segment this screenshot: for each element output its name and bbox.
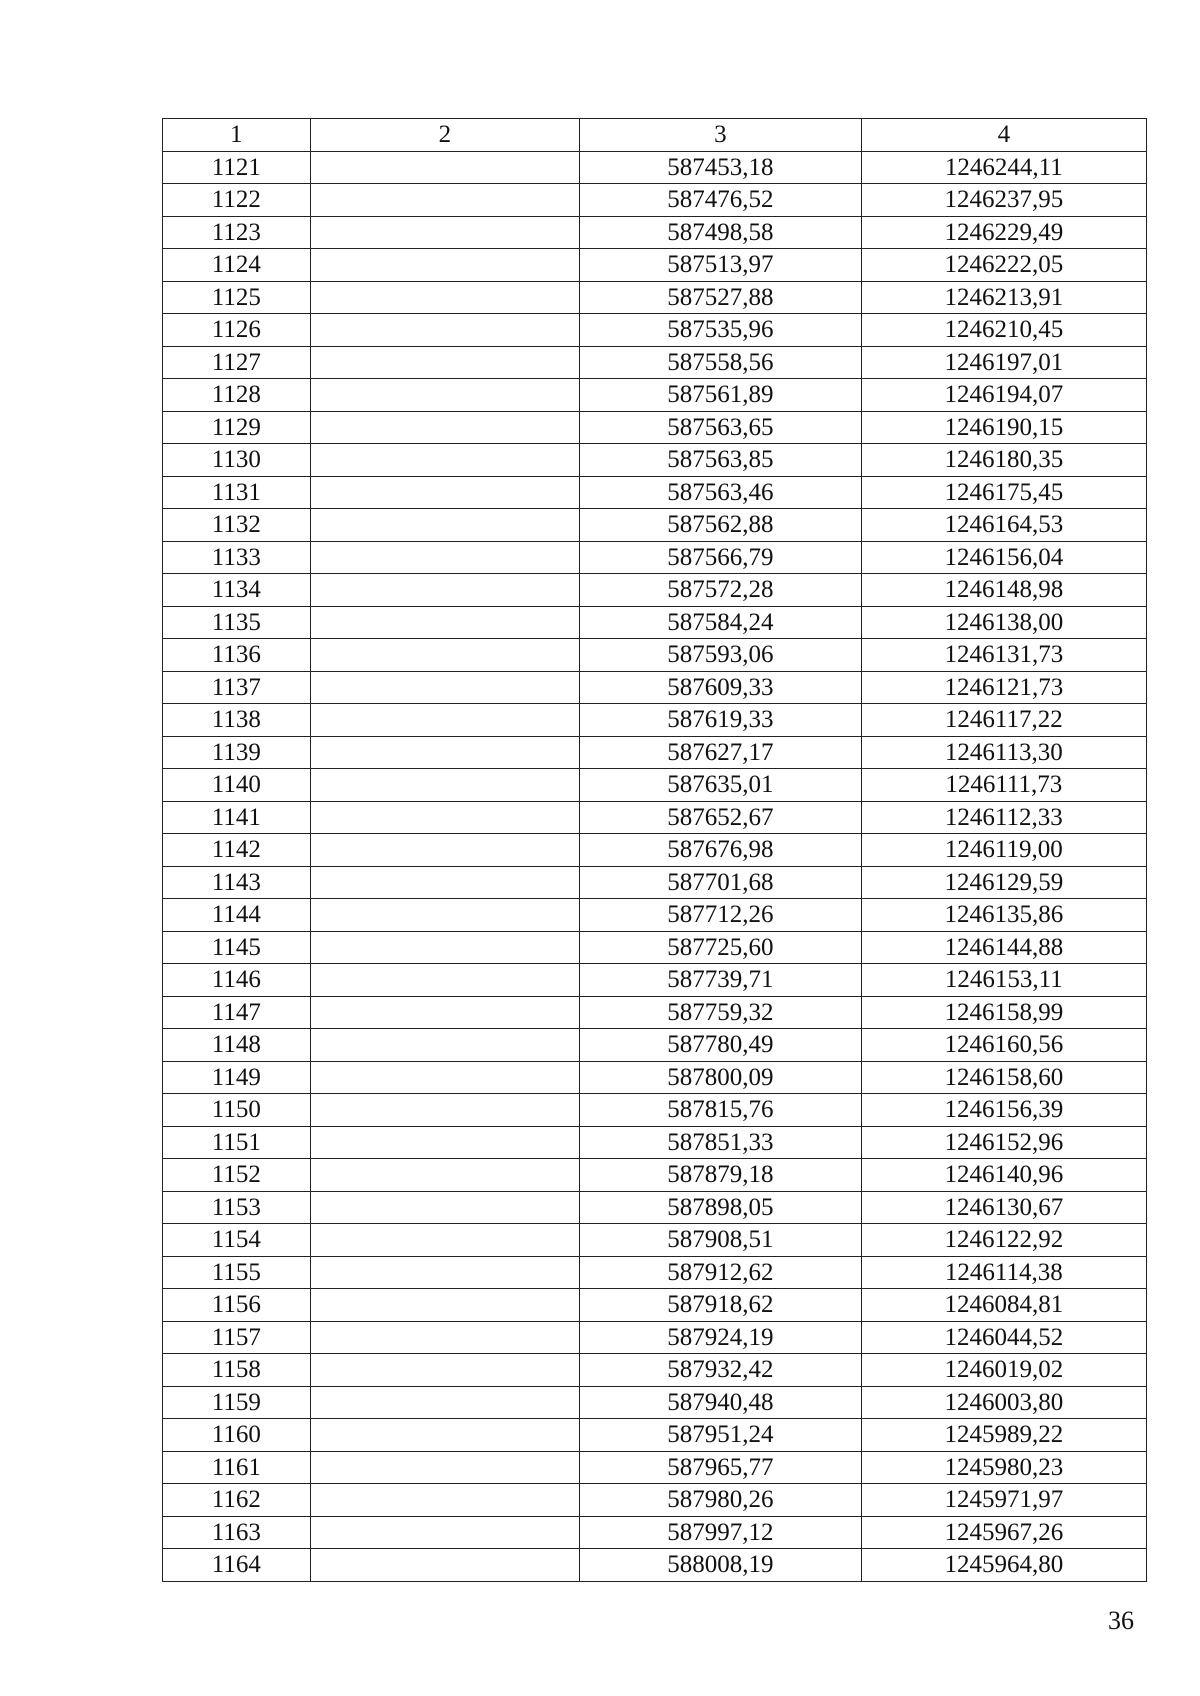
table-cell-col3: 587918,62 xyxy=(580,1289,861,1322)
table-cell-col4: 1246019,02 xyxy=(861,1354,1146,1387)
table-row xyxy=(163,1094,1147,1127)
table-cell-col4: 1246140,96 xyxy=(861,1159,1146,1192)
table-cell-col2 xyxy=(310,1126,580,1159)
table-cell-col4: 1246158,60 xyxy=(861,1061,1146,1094)
table-cell-col2 xyxy=(310,736,580,769)
table-row xyxy=(163,1516,1147,1549)
table-cell-col2 xyxy=(310,1321,580,1354)
table-cell-col3: 587912,62 xyxy=(580,1256,861,1289)
table-cell-col3: 587965,77 xyxy=(580,1451,861,1484)
table-row xyxy=(163,476,1147,509)
table-cell-col1: 1126 xyxy=(163,314,311,347)
table-cell-col1: 1152 xyxy=(163,1159,311,1192)
table-cell-col2 xyxy=(310,801,580,834)
table-cell-col2 xyxy=(310,1516,580,1549)
table-cell-col1: 1143 xyxy=(163,866,311,899)
table-cell-col3: 587701,68 xyxy=(580,866,861,899)
table-row xyxy=(163,671,1147,704)
table-cell-col4: 1246119,00 xyxy=(861,834,1146,867)
table-cell-col4: 1246164,53 xyxy=(861,509,1146,542)
table-cell-col2 xyxy=(310,1061,580,1094)
table-cell-col4: 1246114,38 xyxy=(861,1256,1146,1289)
header-cell-2: 2 xyxy=(310,119,580,152)
table-cell-col2 xyxy=(310,1419,580,1452)
table-row xyxy=(163,1451,1147,1484)
table-row xyxy=(163,411,1147,444)
table-row xyxy=(163,1386,1147,1419)
table-row xyxy=(163,509,1147,542)
table-cell-col2 xyxy=(310,574,580,607)
table-cell-col1: 1160 xyxy=(163,1419,311,1452)
table-header-row xyxy=(163,119,1147,152)
table-cell-col4: 1246156,39 xyxy=(861,1094,1146,1127)
table-cell-col1: 1121 xyxy=(163,151,311,184)
table-cell-col1: 1155 xyxy=(163,1256,311,1289)
page-number: 36 xyxy=(1108,1606,1134,1635)
table-cell-col3: 587563,46 xyxy=(580,476,861,509)
table-cell-col1: 1148 xyxy=(163,1029,311,1062)
table-cell-col4: 1245980,23 xyxy=(861,1451,1146,1484)
table-cell-col3: 587635,01 xyxy=(580,769,861,802)
table-cell-col4: 1246003,80 xyxy=(861,1386,1146,1419)
table-cell-col2 xyxy=(310,931,580,964)
table-cell-col3: 587566,79 xyxy=(580,541,861,574)
table-cell-col3: 587584,24 xyxy=(580,606,861,639)
table-cell-col1: 1140 xyxy=(163,769,311,802)
table-cell-col3: 587759,32 xyxy=(580,996,861,1029)
table-cell-col1: 1135 xyxy=(163,606,311,639)
table-cell-col4: 1246044,52 xyxy=(861,1321,1146,1354)
table-cell-col2 xyxy=(310,476,580,509)
table-cell-col3: 587739,71 xyxy=(580,964,861,997)
table-cell-col1: 1159 xyxy=(163,1386,311,1419)
table-row xyxy=(163,1484,1147,1517)
table-cell-col1: 1133 xyxy=(163,541,311,574)
table-cell-col1: 1145 xyxy=(163,931,311,964)
coordinates-table xyxy=(162,118,1147,1582)
table-cell-col3: 587563,85 xyxy=(580,444,861,477)
table-cell-col1: 1138 xyxy=(163,704,311,737)
table-cell-col1: 1154 xyxy=(163,1224,311,1257)
table-cell-col1: 1156 xyxy=(163,1289,311,1322)
table-cell-col1: 1136 xyxy=(163,639,311,672)
table-cell-col4: 1246122,92 xyxy=(861,1224,1146,1257)
table-cell-col4: 1245971,97 xyxy=(861,1484,1146,1517)
table-cell-col3: 587609,33 xyxy=(580,671,861,704)
table-cell-col3: 587851,33 xyxy=(580,1126,861,1159)
table-cell-col4: 1246113,30 xyxy=(861,736,1146,769)
header-cell-4: 4 xyxy=(861,119,1146,152)
table-cell-col2 xyxy=(310,379,580,412)
table-cell-col2 xyxy=(310,769,580,802)
table-cell-col2 xyxy=(310,216,580,249)
table-cell-col1: 1137 xyxy=(163,671,311,704)
table-row xyxy=(163,866,1147,899)
table-cell-col4: 1246084,81 xyxy=(861,1289,1146,1322)
table-row xyxy=(163,249,1147,282)
table-cell-col1: 1128 xyxy=(163,379,311,412)
table-row xyxy=(163,216,1147,249)
table-cell-col4: 1246131,73 xyxy=(861,639,1146,672)
table-cell-col1: 1149 xyxy=(163,1061,311,1094)
table-cell-col3: 587476,52 xyxy=(580,184,861,217)
table-cell-col1: 1122 xyxy=(163,184,311,217)
table-cell-col4: 1246244,11 xyxy=(861,151,1146,184)
table-row xyxy=(163,1224,1147,1257)
table-cell-col2 xyxy=(310,704,580,737)
table-cell-col3: 587940,48 xyxy=(580,1386,861,1419)
table-cell-col3: 587535,96 xyxy=(580,314,861,347)
table-cell-col1: 1161 xyxy=(163,1451,311,1484)
table-cell-col4: 1246237,95 xyxy=(861,184,1146,217)
table-body xyxy=(163,151,1147,1581)
table-cell-col3: 587951,24 xyxy=(580,1419,861,1452)
table-row xyxy=(163,1256,1147,1289)
table-cell-col2 xyxy=(310,671,580,704)
header-cell-1: 1 xyxy=(163,119,311,152)
table-cell-col2 xyxy=(310,249,580,282)
table-cell-col1: 1127 xyxy=(163,346,311,379)
table-row xyxy=(163,184,1147,217)
table-cell-col3: 587453,18 xyxy=(580,151,861,184)
table-cell-col2 xyxy=(310,866,580,899)
table-cell-col2 xyxy=(310,281,580,314)
table-cell-col2 xyxy=(310,964,580,997)
table-cell-col4: 1246229,49 xyxy=(861,216,1146,249)
table-cell-col4: 1246112,33 xyxy=(861,801,1146,834)
table-cell-col4: 1246160,56 xyxy=(861,1029,1146,1062)
table-row xyxy=(163,769,1147,802)
table-cell-col4: 1246130,67 xyxy=(861,1191,1146,1224)
table-cell-col4: 1246175,45 xyxy=(861,476,1146,509)
table-cell-col4: 1246194,07 xyxy=(861,379,1146,412)
table-row xyxy=(163,704,1147,737)
table-cell-col2 xyxy=(310,541,580,574)
table-cell-col2 xyxy=(310,606,580,639)
table-cell-col4: 1246121,73 xyxy=(861,671,1146,704)
table-cell-col1: 1124 xyxy=(163,249,311,282)
table-cell-col3: 587619,33 xyxy=(580,704,861,737)
table-cell-col2 xyxy=(310,509,580,542)
table-row xyxy=(163,281,1147,314)
table-row xyxy=(163,314,1147,347)
table-cell-col2 xyxy=(310,444,580,477)
table-cell-col2 xyxy=(310,184,580,217)
table-cell-col4: 1246135,86 xyxy=(861,899,1146,932)
table-cell-col3: 587527,88 xyxy=(580,281,861,314)
table-cell-col3: 587498,58 xyxy=(580,216,861,249)
table-row xyxy=(163,1419,1147,1452)
table-row xyxy=(163,964,1147,997)
table-cell-col1: 1125 xyxy=(163,281,311,314)
table-cell-col4: 1246129,59 xyxy=(861,866,1146,899)
table-cell-col2 xyxy=(310,1484,580,1517)
table-row xyxy=(163,1061,1147,1094)
table-cell-col2 xyxy=(310,1191,580,1224)
table-cell-col3: 587561,89 xyxy=(580,379,861,412)
table-cell-col1: 1131 xyxy=(163,476,311,509)
table-cell-col1: 1162 xyxy=(163,1484,311,1517)
table-cell-col2 xyxy=(310,1094,580,1127)
table-row xyxy=(163,801,1147,834)
table-cell-col3: 587879,18 xyxy=(580,1159,861,1192)
table-cell-col3: 588008,19 xyxy=(580,1549,861,1582)
table-row xyxy=(163,606,1147,639)
table-cell-col3: 587815,76 xyxy=(580,1094,861,1127)
table-row xyxy=(163,574,1147,607)
table-cell-col4: 1246144,88 xyxy=(861,931,1146,964)
table-row xyxy=(163,1321,1147,1354)
table-cell-col3: 587562,88 xyxy=(580,509,861,542)
table-cell-col4: 1246213,91 xyxy=(861,281,1146,314)
table-cell-col4: 1246148,98 xyxy=(861,574,1146,607)
table-cell-col3: 587780,49 xyxy=(580,1029,861,1062)
table-cell-col3: 587676,98 xyxy=(580,834,861,867)
table-cell-col4: 1245989,22 xyxy=(861,1419,1146,1452)
table-cell-col1: 1144 xyxy=(163,899,311,932)
table-cell-col1: 1151 xyxy=(163,1126,311,1159)
table-cell-col1: 1129 xyxy=(163,411,311,444)
table-cell-col2 xyxy=(310,639,580,672)
table-cell-col3: 587725,60 xyxy=(580,931,861,964)
table-row xyxy=(163,931,1147,964)
table-row xyxy=(163,736,1147,769)
table-cell-col2 xyxy=(310,346,580,379)
table-cell-col2 xyxy=(310,1029,580,1062)
table-cell-col3: 587652,67 xyxy=(580,801,861,834)
table-cell-col3: 587980,26 xyxy=(580,1484,861,1517)
table-cell-col3: 587997,12 xyxy=(580,1516,861,1549)
table-cell-col1: 1150 xyxy=(163,1094,311,1127)
table-row xyxy=(163,834,1147,867)
table-row xyxy=(163,1549,1147,1582)
table-cell-col4: 1246111,73 xyxy=(861,769,1146,802)
table-cell-col4: 1246190,15 xyxy=(861,411,1146,444)
table-row xyxy=(163,346,1147,379)
table-row xyxy=(163,1354,1147,1387)
table-cell-col2 xyxy=(310,996,580,1029)
table-row xyxy=(163,1029,1147,1062)
table-cell-col1: 1132 xyxy=(163,509,311,542)
table-cell-col3: 587572,28 xyxy=(580,574,861,607)
table-cell-col4: 1246138,00 xyxy=(861,606,1146,639)
table-cell-col1: 1164 xyxy=(163,1549,311,1582)
table-cell-col1: 1139 xyxy=(163,736,311,769)
table-cell-col1: 1153 xyxy=(163,1191,311,1224)
table-cell-col2 xyxy=(310,1549,580,1582)
table-cell-col4: 1245967,26 xyxy=(861,1516,1146,1549)
table-row xyxy=(163,444,1147,477)
table-cell-col4: 1246180,35 xyxy=(861,444,1146,477)
table-row xyxy=(163,899,1147,932)
table-row xyxy=(163,996,1147,1029)
table-cell-col3: 587593,06 xyxy=(580,639,861,672)
table-row xyxy=(163,639,1147,672)
header-cell-3: 3 xyxy=(580,119,861,152)
table-cell-col2 xyxy=(310,1451,580,1484)
table-cell-col3: 587563,65 xyxy=(580,411,861,444)
table-cell-col3: 587513,97 xyxy=(580,249,861,282)
table-row xyxy=(163,1289,1147,1322)
table-cell-col2 xyxy=(310,834,580,867)
table-row xyxy=(163,379,1147,412)
table-row xyxy=(163,1159,1147,1192)
table-row xyxy=(163,1191,1147,1224)
table-cell-col3: 587712,26 xyxy=(580,899,861,932)
table-cell-col2 xyxy=(310,1224,580,1257)
table-cell-col1: 1163 xyxy=(163,1516,311,1549)
table-cell-col4: 1246117,22 xyxy=(861,704,1146,737)
table-cell-col2 xyxy=(310,411,580,444)
table-cell-col3: 587898,05 xyxy=(580,1191,861,1224)
table-cell-col2 xyxy=(310,1289,580,1322)
table-cell-col1: 1123 xyxy=(163,216,311,249)
table-cell-col4: 1246158,99 xyxy=(861,996,1146,1029)
table-row xyxy=(163,541,1147,574)
table-cell-col3: 587627,17 xyxy=(580,736,861,769)
table-cell-col4: 1245964,80 xyxy=(861,1549,1146,1582)
table-cell-col2 xyxy=(310,314,580,347)
table-cell-col2 xyxy=(310,151,580,184)
table-cell-col2 xyxy=(310,1159,580,1192)
table-row xyxy=(163,151,1147,184)
table-cell-col3: 587932,42 xyxy=(580,1354,861,1387)
table-cell-col1: 1134 xyxy=(163,574,311,607)
table-cell-col2 xyxy=(310,1354,580,1387)
table-cell-col3: 587800,09 xyxy=(580,1061,861,1094)
table-cell-col4: 1246156,04 xyxy=(861,541,1146,574)
table-cell-col4: 1246152,96 xyxy=(861,1126,1146,1159)
table-cell-col2 xyxy=(310,1386,580,1419)
table-cell-col1: 1130 xyxy=(163,444,311,477)
table-cell-col3: 587924,19 xyxy=(580,1321,861,1354)
table-cell-col1: 1158 xyxy=(163,1354,311,1387)
table-row xyxy=(163,1126,1147,1159)
table-cell-col1: 1146 xyxy=(163,964,311,997)
table-cell-col1: 1147 xyxy=(163,996,311,1029)
table-cell-col4: 1246210,45 xyxy=(861,314,1146,347)
table-cell-col4: 1246197,01 xyxy=(861,346,1146,379)
table-cell-col1: 1142 xyxy=(163,834,311,867)
table-cell-col3: 587558,56 xyxy=(580,346,861,379)
table-cell-col1: 1141 xyxy=(163,801,311,834)
table-cell-col2 xyxy=(310,899,580,932)
table-cell-col4: 1246222,05 xyxy=(861,249,1146,282)
table-cell-col1: 1157 xyxy=(163,1321,311,1354)
table-cell-col4: 1246153,11 xyxy=(861,964,1146,997)
table-cell-col3: 587908,51 xyxy=(580,1224,861,1257)
table-cell-col2 xyxy=(310,1256,580,1289)
